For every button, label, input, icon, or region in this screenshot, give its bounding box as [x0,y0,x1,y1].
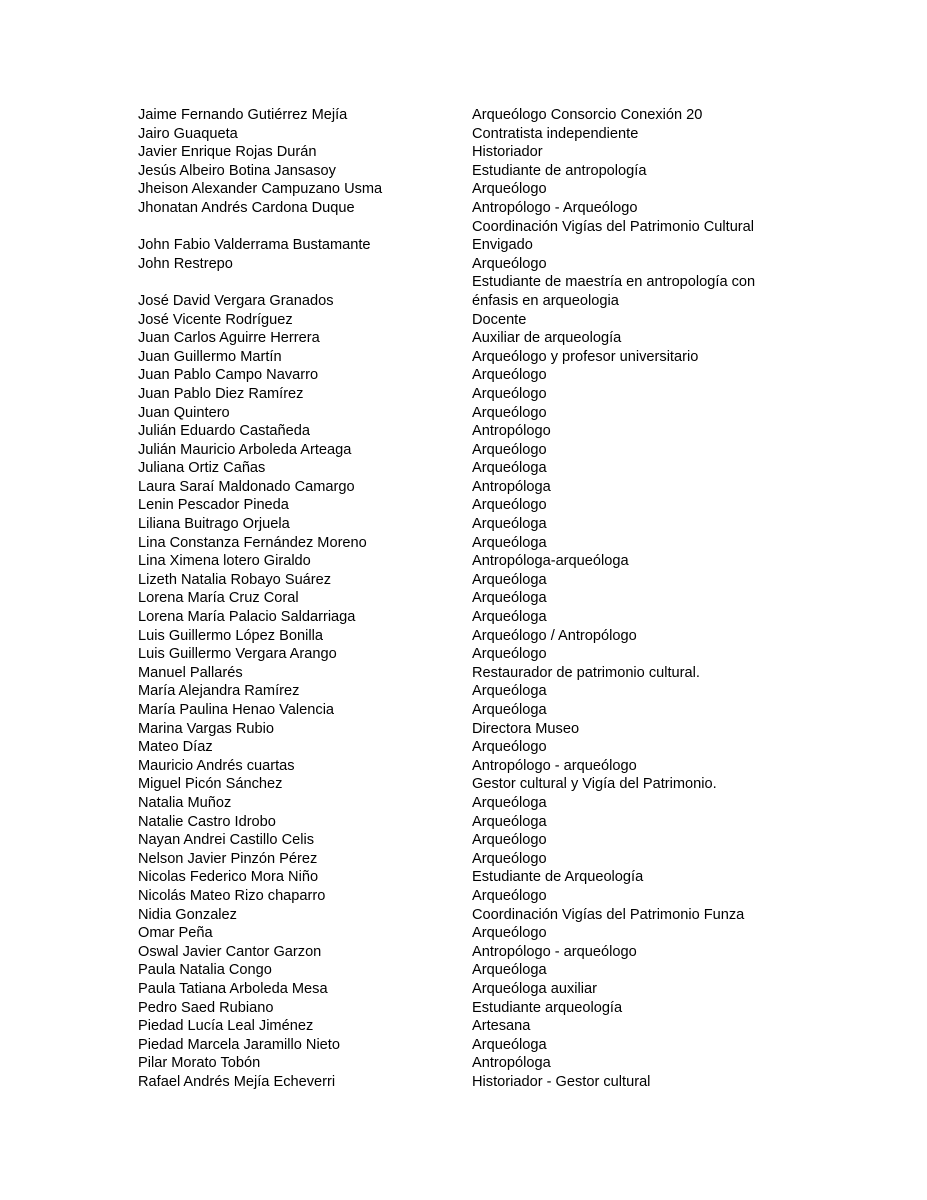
role-line: Arqueóloga [472,460,547,477]
person-role [472,961,798,980]
list-item [138,887,798,906]
role-line: Arqueóloga [472,571,547,588]
role-line: Arqueólogo [472,181,547,198]
list-item [138,961,798,980]
person-name: Piedad Marcela Jaramillo Nieto [138,1036,340,1053]
role-line: Envigado [472,237,533,254]
person-name: Juan Guillermo Martín [138,348,282,365]
person-name: Juan Pablo Campo Navarro [138,367,319,384]
person-name: Juan Carlos Aguirre Herrera [138,330,320,347]
list-item [138,311,798,330]
role-line: Coordinación Vigías del Patrimonio Cultural [472,218,755,235]
person-role [472,273,798,310]
list-item [138,478,798,497]
role-line: Arqueólogo / Antropólogo [472,627,637,644]
person-role [472,366,798,385]
person-role [472,1017,798,1036]
person-name: María Alejandra Ramírez [138,683,300,700]
person-role [472,441,798,460]
role-line: Estudiante de antropología [472,162,647,179]
role-line: Arqueóloga [472,794,547,811]
role-line: Antropólogo - Arqueólogo [472,199,638,216]
list-item [138,441,798,460]
person-name: Luis Guillermo López Bonilla [138,627,323,644]
role-line: Arqueólogo [472,832,547,849]
person-name: Pedro Saed Rubiano [138,999,274,1016]
list-item [138,924,798,943]
person-name: Laura Saraí Maldonado Camargo [138,478,355,495]
role-line: Arqueólogo y profesor universitario [472,348,699,365]
person-name: Piedad Lucía Leal Jiménez [138,1018,314,1035]
person-role [472,143,798,162]
role-line: Artesana [472,1018,531,1035]
person-role [472,552,798,571]
person-name: Oswal Javier Cantor Garzon [138,943,322,960]
person-role [472,1036,798,1055]
person-name: John Restrepo [138,255,233,272]
person-role [472,1073,798,1092]
list-item [138,850,798,869]
role-line: Arqueólogo [472,850,547,867]
role-line: Estudiante arqueología [472,999,623,1016]
person-role [472,218,798,255]
list-item [138,404,798,423]
list-item [138,999,798,1018]
person-role [472,180,798,199]
list-item [138,385,798,404]
list-item [138,608,798,627]
list-item [138,255,798,274]
person-name: Luis Guillermo Vergara Arango [138,646,337,663]
person-role [472,106,798,125]
role-line: Auxiliar de arqueología [472,330,622,347]
list-item [138,422,798,441]
person-role [472,125,798,144]
person-name: Javier Enrique Rojas Durán [138,144,317,161]
list-item [138,775,798,794]
person-name: Marina Vargas Rubio [138,720,275,737]
person-role [472,720,798,739]
person-name: Lorena María Palacio Saldarriaga [138,609,356,626]
person-name: Juliana Ortiz Cañas [138,460,266,477]
person-role [472,385,798,404]
role-line: Arqueólogo [472,739,547,756]
role-line: Arqueólogo [472,497,547,514]
list-item [138,1036,798,1055]
role-line: Antropólogo [472,423,551,440]
role-line: Estudiante de maestría en antropología con [472,274,756,291]
role-line: Arqueóloga [472,590,547,607]
list-item [138,571,798,590]
person-role [472,887,798,906]
person-name: Nayan Andrei Castillo Celis [138,832,315,849]
role-line: Arqueólogo [472,925,547,942]
person-role [472,459,798,478]
person-role [472,775,798,794]
list-item [138,1017,798,1036]
person-name: Natalia Muñoz [138,794,232,811]
person-role [472,738,798,757]
list-item [138,162,798,181]
role-line: Coordinación Vigías del Patrimonio Funza [472,906,745,923]
role-line: Historiador [472,144,543,161]
person-name: Liliana Buitrago Orjuela [138,516,290,533]
person-role [472,943,798,962]
list-item [138,868,798,887]
person-name: Natalie Castro Idrobo [138,813,276,830]
person-name: Jhonatan Andrés Cardona Duque [138,199,355,216]
person-name: Lina Constanza Fernández Moreno [138,534,367,551]
role-line: Restaurador de patrimonio cultural. [472,664,700,681]
list-item [138,515,798,534]
person-role [472,496,798,515]
list-item [138,125,798,144]
person-name: Jheison Alexander Campuzano Usma [138,181,383,198]
role-line: Arqueólogo [472,367,547,384]
list-item [138,664,798,683]
person-role [472,645,798,664]
person-role [472,906,798,925]
role-line: Antropóloga [472,1055,551,1072]
person-name: Julián Eduardo Castañeda [138,423,311,440]
list-item [138,496,798,515]
person-role [472,311,798,330]
person-name: Mauricio Andrés cuartas [138,757,295,774]
role-line: Antropólogo - arqueólogo [472,943,637,960]
person-name: Nicolas Federico Mora Niño [138,869,319,886]
list-item [138,1054,798,1073]
list-item [138,273,798,310]
person-name: Paula Tatiana Arboleda Mesa [138,980,328,997]
role-line: Arqueóloga [472,962,547,979]
person-role [472,757,798,776]
person-role [472,589,798,608]
role-line: Arqueólogo [472,441,547,458]
list-item [138,813,798,832]
list-item [138,180,798,199]
role-line: Arqueóloga [472,534,547,551]
list-item [138,738,798,757]
role-line: Arqueóloga [472,609,547,626]
person-name: José Vicente Rodríguez [138,311,293,328]
person-role [472,329,798,348]
role-line: énfasis en arqueologia [472,292,619,309]
person-role [472,1054,798,1073]
list-item [138,794,798,813]
person-role [472,534,798,553]
person-name: Juan Quintero [138,404,230,421]
person-role [472,980,798,999]
person-role [472,831,798,850]
person-role [472,162,798,181]
list-item [138,831,798,850]
person-name: Mateo Díaz [138,739,213,756]
person-name: Lina Ximena lotero Giraldo [138,553,311,570]
person-role [472,478,798,497]
role-line: Gestor cultural y Vigía del Patrimonio. [472,776,717,793]
role-line: Docente [472,311,527,328]
role-line: Arqueólogo [472,385,547,402]
person-role [472,199,798,218]
role-line: Arqueólogo [472,255,547,272]
person-name: Manuel Pallarés [138,664,243,681]
person-name: Jaime Fernando Gutiérrez Mejía [138,107,348,123]
list-item [138,366,798,385]
person-name: Lizeth Natalia Robayo Suárez [138,571,332,588]
person-role [472,608,798,627]
list-item [138,329,798,348]
person-name: Nidia Gonzalez [138,906,237,923]
list-item [138,348,798,367]
person-name: María Paulina Henao Valencia [138,702,335,718]
role-line: Arqueólogo [472,646,547,663]
list-item [138,106,798,125]
role-line: Arqueólogo Consorcio Conexión 20 [472,107,703,123]
person-role [472,515,798,534]
person-name: Nelson Javier Pinzón Pérez [138,850,318,867]
person-role [472,627,798,646]
list-item [138,943,798,962]
person-name: Juan Pablo Diez Ramírez [138,385,304,402]
person-role [472,813,798,832]
role-line: Historiador - Gestor cultural [472,1073,651,1090]
person-name: José David Vergara Granados [138,292,334,309]
person-name: Nicolás Mateo Rizo chaparro [138,887,326,904]
role-line: Arqueóloga [472,516,547,533]
role-line: Arqueólogo [472,404,547,421]
person-role [472,794,798,813]
list-item [138,906,798,925]
person-role [472,404,798,423]
list-item [138,627,798,646]
list-item [138,552,798,571]
person-role [472,571,798,590]
role-line: Arqueóloga [472,683,547,700]
person-role [472,255,798,274]
person-role [472,999,798,1018]
role-line: Estudiante de Arqueología [472,869,644,886]
role-line: Arqueólogo [472,887,547,904]
role-line: Antropóloga-arqueóloga [472,553,629,570]
list-item [138,534,798,553]
list-item [138,757,798,776]
role-line: Antropóloga [472,478,551,495]
list-item [138,143,798,162]
role-line: Arqueóloga [472,702,547,718]
list-item [138,701,798,720]
list-item [138,1073,798,1092]
person-name: Lorena María Cruz Coral [138,590,299,607]
person-name: Miguel Picón Sánchez [138,776,283,793]
person-name: John Fabio Valderrama Bustamante [138,237,371,254]
person-name: Paula Natalia Congo [138,962,272,979]
role-line: Directora Museo [472,720,580,737]
list-item [138,589,798,608]
list-item [138,720,798,739]
role-line: Antropólogo - arqueólogo [472,757,637,774]
person-role [472,868,798,887]
list-item [138,199,798,218]
person-name: Omar Peña [138,925,213,942]
role-line: Contratista independiente [472,125,639,142]
person-name: Julián Mauricio Arboleda Arteaga [138,441,352,458]
person-role [472,701,798,720]
person-role [472,664,798,683]
person-role [472,682,798,701]
list-item [138,682,798,701]
role-line: Arqueóloga [472,813,547,830]
list-item [138,218,798,255]
person-name: Jesús Albeiro Botina Jansasoy [138,162,336,179]
role-line: Arqueóloga [472,1036,547,1053]
person-role [472,850,798,869]
list-item [138,645,798,664]
person-role [472,348,798,367]
role-line: Arqueóloga auxiliar [472,980,597,997]
list-item [138,980,798,999]
list-item [138,459,798,478]
person-name: Lenin Pescador Pineda [138,497,289,514]
person-role [472,422,798,441]
person-name: Rafael Andrés Mejía Echeverri [138,1073,336,1090]
signatory-list [138,106,798,1091]
person-name: Jairo Guaqueta [138,125,238,142]
person-role [472,924,798,943]
person-name: Pilar Morato Tobón [138,1055,261,1072]
